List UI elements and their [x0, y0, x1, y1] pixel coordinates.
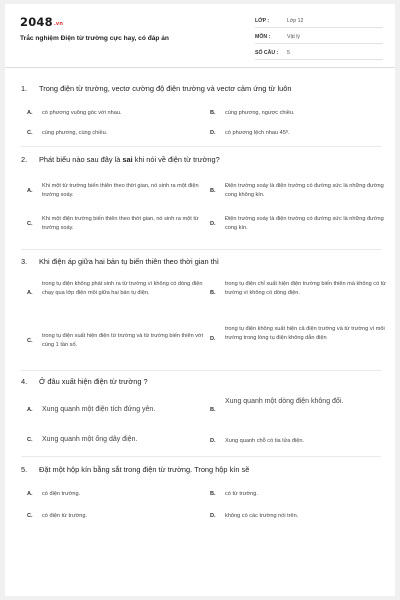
divider [21, 370, 381, 371]
question-text: 2. Phát biểu nào sau đây là sai khi nói về điện từ trường? [21, 155, 220, 164]
question-text: 5. Đặt một hộp kín bằng sắt trong điện từ trường. Trong hộp kín sẽ [21, 465, 250, 474]
meta-grade: LỚP : Lớp 12 [255, 17, 383, 28]
meta-question-count: SỐ CÂU : 5 [255, 49, 383, 60]
divider [21, 456, 381, 457]
worksheet-page: 2048.vn Trắc nghiệm Điện từ trường cực hay, có đáp án LỚP : Lớp 12 MÔN : Vật lý SỐ CÂU : 5 1. Trong điện từ trường, vectơ cường độ điện trường và vectơ cảm ứng từ luôn A. có phương vuông góc với nhau. B. cùng phương, ngược chiều. C. cùng phương, cùng chiều. D. có phương lệch nhau 45º. 2. Phát biểu nào sau đây là sai khi nói về điện từ trường? A. Khi một từ trường biến thiên theo thời gian, nó sinh ra một điện trường xoáy. B. Điện trường xoáy là điện trường có đường sức là những đường cong không kín. C. Khi một điện trường biến thiên theo thời gian, nó sinh ra một từ trường xoáy. D. Điện trường xoáy là điện trường có đường sức là những đường cong kín. 3. Khi điện áp giữa hai bản tụ biến thiên theo thời gian thì A. trong tụ điện không phát sinh ra từ trường vì không có dòng điện chạy qua lớp điện môi giữa hai bản tụ điện. B. trong tụ điện chỉ xuất hiện điện trường biến thiên mà không có từ trường vì không có dòng điện. C. trong tụ điện xuất hiện điện từ trường và từ trường biến thiên với cùng 1 tần số. D. trong tụ điện không xuất hiện cả điện trường và từ trường vì môi trường trong lòng tụ điện không dẫn điện 4. Ở đâu xuất hiện điện từ trường ? A. Xung quanh một điện tích đứng yên. B. Xung quanh một dòng điện không đổi. C. Xung quanh một ống dây điện. D. Xung quanh chỗ có tia lửa điện. 5. Đặt một hộp kín bằng sắt trong điện từ trường. Trong hộp kín sẽ A. có điện trường. B. có từ trường. C. có điện từ trường. D. không có các trường nói trên. [5, 4, 395, 596]
divider [21, 146, 381, 147]
meta-subject: MÔN : Vật lý [255, 33, 383, 44]
worksheet-header [5, 4, 395, 68]
worksheet-title: Trắc nghiệm Điện từ trường cực hay, có đáp án [20, 35, 169, 42]
question-text: 4. Ở đâu xuất hiện điện từ trường ? [21, 377, 148, 386]
site-logo[interactable]: 2048.vn [20, 15, 64, 29]
question-text: 3. Khi điện áp giữa hai bản tụ biến thiên theo thời gian thì [21, 257, 219, 266]
question-text: 1. Trong điện từ trường, vectơ cường độ điện trường và vectơ cảm ứng từ luôn [21, 84, 292, 93]
divider [21, 249, 381, 250]
